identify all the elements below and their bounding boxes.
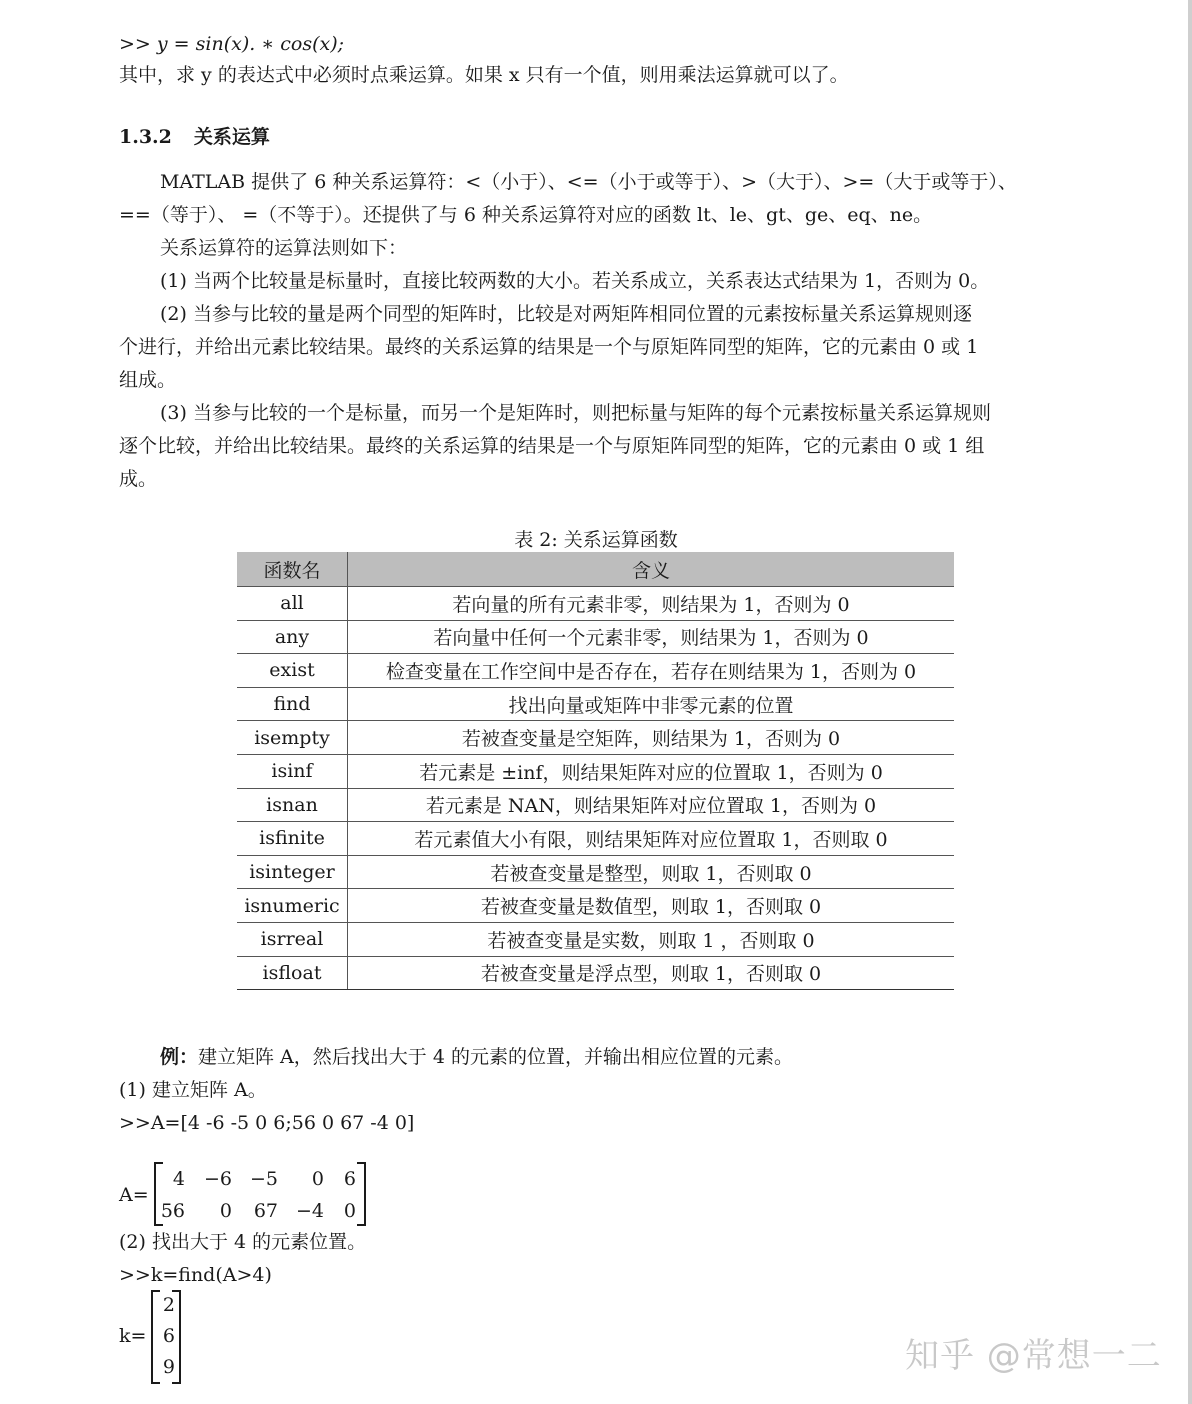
code-expression: y = sin(x). ∗ cos(x); — [156, 33, 345, 55]
function-name-cell: all — [237, 587, 348, 621]
meaning-cell: 若被查变量是空矩阵，则结果为 1，否则为 0 — [348, 721, 955, 755]
function-name-cell: isinteger — [237, 855, 348, 889]
header-meaning: 含义 — [348, 552, 955, 587]
vector-k-cell: 9 — [162, 1356, 175, 1378]
meaning-cell: 若向量中任何一个元素非零，则结果为 1，否则为 0 — [348, 620, 955, 654]
table-row — [237, 620, 954, 654]
vector-k-label: k= — [119, 1325, 147, 1347]
function-name-cell: isfinite — [237, 822, 348, 856]
meaning-cell: 若向量的所有元素非零，则结果为 1，否则为 0 — [348, 587, 955, 621]
matrix-a-cell: 4 — [172, 1168, 185, 1190]
meaning-cell: 若被查变量是数值型，则取 1，否则取 0 — [348, 889, 955, 923]
function-name-cell: find — [237, 687, 348, 721]
paragraph-line: 组成。 — [119, 369, 177, 391]
code-prompt: >> — [119, 33, 157, 55]
example-command-1: >>A=[4 -6 -5 0 6;56 0 67 -4 0] — [119, 1112, 415, 1134]
section-title: 关系运算 — [193, 126, 270, 148]
function-name-cell: isrreal — [237, 922, 348, 956]
table-caption: 表 2: 关系运算函数 — [514, 529, 678, 551]
matrix-a — [154, 1162, 366, 1226]
paragraph-line: ==（等于）、 =（不等于）。还提供了与 6 种关系运算符对应的函数 lt、le、gt、ge、eq、ne。 — [119, 204, 933, 226]
function-name-cell: any — [237, 620, 348, 654]
matrix-a-cell: 0 — [311, 1168, 324, 1190]
paragraph-line: 个进行，并给出元素比较结果。最终的关系运算的结果是一个与原矩阵同型的矩阵，它的元素由 0 或 1 — [119, 336, 979, 358]
example-step-2: (2) 找出大于 4 的元素位置。 — [119, 1231, 367, 1253]
paragraph-line: (1) 当两个比较量是标量时，直接比较两数的大小。若关系成立，关系表达式结果为 1，否则为 0。 — [160, 270, 990, 292]
table-row — [237, 654, 954, 688]
meaning-cell: 若被查变量是实数，则取 1 ，否则取 0 — [348, 922, 955, 956]
meaning-cell: 若元素是 ±inf，则结果矩阵对应的位置取 1，否则为 0 — [348, 754, 955, 788]
table-row — [237, 855, 954, 889]
matrix-a-cell: 6 — [343, 1168, 356, 1190]
vector-k-cell: 6 — [162, 1325, 175, 1347]
table-row — [237, 687, 954, 721]
table-row — [237, 721, 954, 755]
example-line — [160, 1043, 793, 1071]
meaning-cell: 若元素值大小有限，则结果矩阵对应位置取 1，否则取 0 — [348, 822, 955, 856]
example-label: 例： — [160, 1046, 199, 1068]
table-row — [237, 956, 954, 990]
matrix-a-cell: 0 — [343, 1200, 356, 1222]
example-text: 建立矩阵 A，然后找出大于 4 的元素的位置，并输出相应位置的元素。 — [198, 1046, 793, 1068]
table-row — [237, 754, 954, 788]
paragraph-line: MATLAB 提供了 6 种关系运算符：<（小于）、<=（小于或等于）、>（大于）、>=（大于或等于）、 — [160, 171, 1017, 193]
table-row — [237, 587, 954, 621]
example-step-1: (1) 建立矩阵 A。 — [119, 1079, 267, 1101]
matrix-a-cell: −5 — [249, 1168, 278, 1190]
function-name-cell: isnumeric — [237, 889, 348, 923]
relational-functions-table — [237, 552, 954, 990]
section-number: 1.3.2 — [119, 126, 172, 148]
zhihu-watermark: 知乎 @常想一二 — [905, 1336, 1162, 1376]
intro-note: 其中，求 y 的表达式中必须时点乘运算。如果 x 只有一个值，则用乘法运算就可以了。 — [119, 64, 849, 86]
meaning-cell: 若被查变量是浮点型，则取 1，否则取 0 — [348, 956, 955, 990]
matrix-a-cell: 0 — [219, 1200, 232, 1222]
table-row — [237, 788, 954, 822]
matrix-a-label: A= — [119, 1184, 149, 1206]
table-body — [237, 587, 954, 990]
paragraph-line: 成。 — [119, 468, 158, 490]
vector-k — [151, 1290, 181, 1384]
section-heading — [119, 123, 270, 151]
function-name-cell: isempty — [237, 721, 348, 755]
meaning-cell: 若被查变量是整型，则取 1，否则取 0 — [348, 855, 955, 889]
matrix-a-cell: −6 — [203, 1168, 232, 1190]
function-name-cell: isinf — [237, 754, 348, 788]
matrix-a-cell: 56 — [160, 1200, 185, 1222]
meaning-cell: 检查变量在工作空间中是否存在，若存在则结果为 1，否则为 0 — [348, 654, 955, 688]
table-header-row — [237, 552, 954, 587]
table-row — [237, 889, 954, 923]
example-command-2: >>k=find(A>4) — [119, 1264, 272, 1286]
meaning-cell: 若元素是 NAN，则结果矩阵对应位置取 1，否则为 0 — [348, 788, 955, 822]
table-row — [237, 922, 954, 956]
function-name-cell: isfloat — [237, 956, 348, 990]
paragraph-line: 关系运算符的运算法则如下： — [160, 237, 408, 259]
meaning-cell: 找出向量或矩阵中非零元素的位置 — [348, 687, 955, 721]
paragraph-line: 逐个比较，并给出比较结果。最终的关系运算的结果是一个与原矩阵同型的矩阵，它的元素由 0 或 1 组 — [119, 435, 985, 457]
function-name-cell: exist — [237, 654, 348, 688]
paragraph-line: (2) 当参与比较的量是两个同型的矩阵时，比较是对两矩阵相同位置的元素按标量关系运算规则逐 — [160, 303, 972, 325]
matrix-a-cell: 67 — [253, 1200, 278, 1222]
paragraph-line: (3) 当参与比较的一个是标量，而另一个是矩阵时，则把标量与矩阵的每个元素按标量关系运算规则 — [160, 402, 991, 424]
table-row — [237, 822, 954, 856]
matrix-a-cell: −4 — [295, 1200, 324, 1222]
vector-k-cell: 2 — [162, 1294, 175, 1316]
code-line-sin-cos — [119, 30, 344, 58]
function-name-cell: isnan — [237, 788, 348, 822]
header-function-name: 函数名 — [237, 552, 348, 587]
matrix-right-bracket — [357, 1162, 366, 1226]
